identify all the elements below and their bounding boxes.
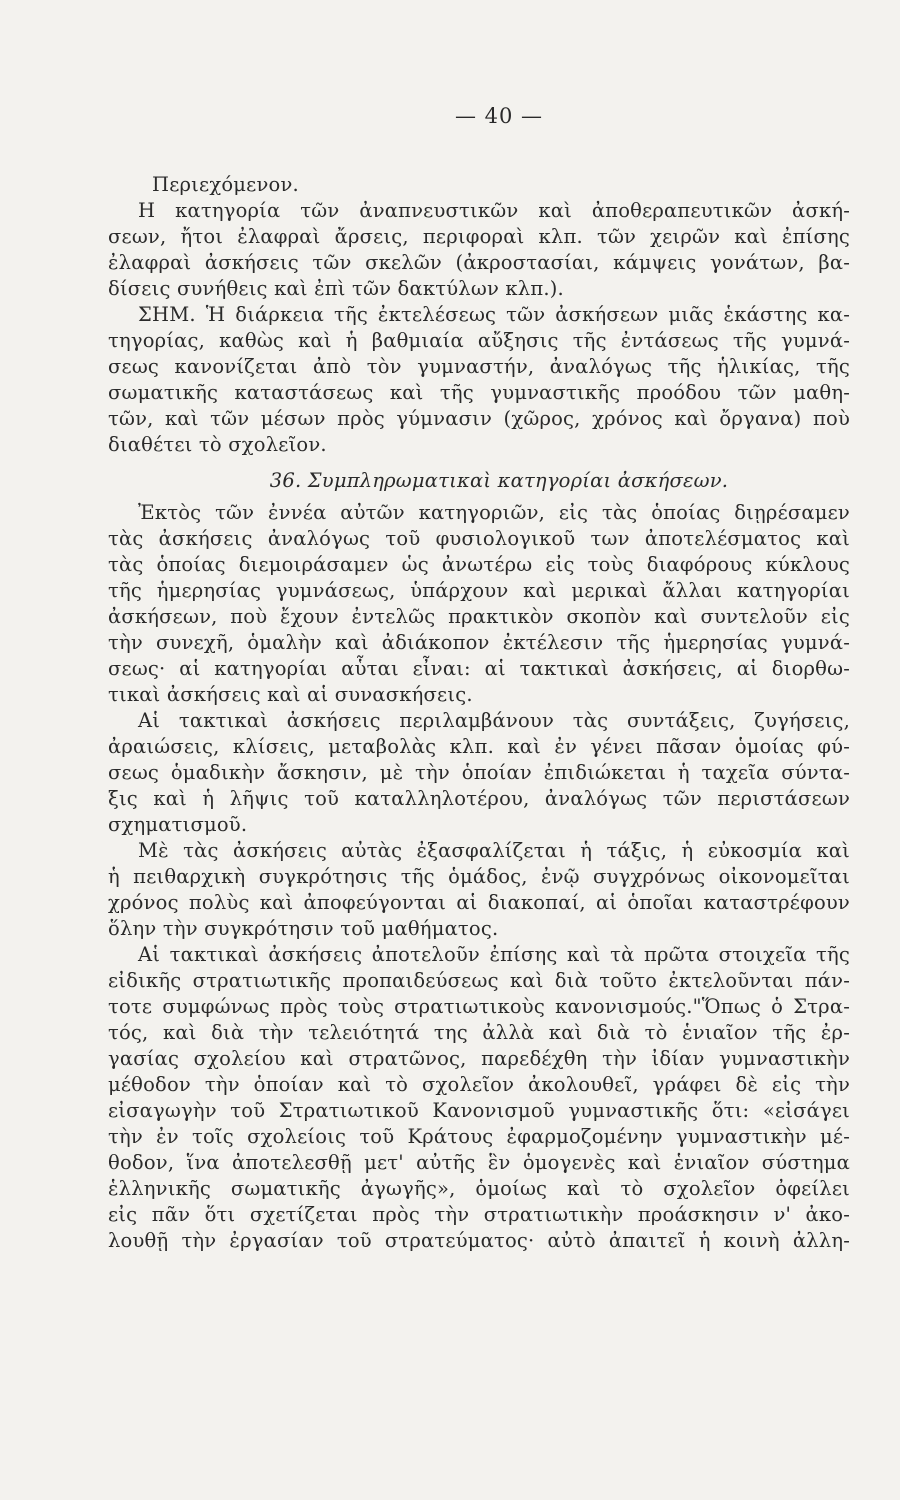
text-line: Η κατηγορία τῶν ἀναπνευστικῶν καὶ ἀποθεραπευτικῶν ἀσκή- — [138, 199, 850, 222]
text-line: εἰσαγωγὴν τοῦ Στρατιωτικοῦ Κανονισμοῦ γυμναστικῆς ὅτι: «εἰσάγει — [108, 1099, 850, 1122]
section-heading: 36. Συμπληρωματικαὶ κατηγορίαι ἀσκήσεων. — [269, 469, 729, 492]
text-line: σεως κανονίζεται ἀπὸ τὸν γυμναστήν, ἀναλόγως τῆς ἡλικίας, τῆς — [108, 355, 850, 378]
text-line: θοδον, ἵνα ἀποτελεσθῇ μετ' αὐτῆς ἓν ὁμογενὲς καὶ ἑνιαῖον σύστημα — [108, 1151, 850, 1174]
text-line: τῶν, καὶ τῶν μέσων πρὸς γύμνασιν (χῶρος, χρόνος καὶ ὄργανα) ποὺ — [108, 407, 850, 430]
text-line: Αἱ τακτικαὶ ἀσκήσεις ἀποτελοῦν ἐπίσης καὶ τὰ πρῶτα στοιχεῖα τῆς — [138, 943, 850, 966]
text-line: σεως ὁμαδικὴν ἄσκησιν, μὲ τὴν ὁποίαν ἐπιδιώκεται ἡ ταχεῖα σύντα- — [108, 761, 850, 784]
page-number: — 40 — — [454, 104, 544, 128]
text-line: Ἐκτὸς τῶν ἐννέα αὐτῶν κατηγοριῶν, εἰς τὰς ὁποίας διῃρέσαμεν — [138, 501, 850, 524]
text-line: τὰς ὁποίας διεμοιράσαμεν ὡς ἀνωτέρω εἰς τοὺς διαφόρους κύκλους — [108, 553, 850, 576]
text-line: ὅλην τὴν συγκρότησιν τοῦ μαθήματος. — [108, 917, 499, 940]
text-line: ξις καὶ ἡ λῆψις τοῦ καταλληλοτέρου, ἀναλόγως τῶν περιστάσεων — [108, 787, 850, 810]
text-line: τικαὶ ἀσκήσεις καὶ αἱ συνασκήσεις. — [108, 683, 473, 706]
text-line: τός, καὶ διὰ τὴν τελειότητά της ἀλλὰ καὶ διὰ τὸ ἑνιαῖον τῆς ἐρ- — [108, 1021, 850, 1044]
text-line: χρόνος πολὺς καὶ ἀποφεύγονται αἱ διακοπαί, αἱ ὁποῖαι καταστρέφουν — [108, 891, 850, 914]
text-line: λουθῇ τὴν ἐργασίαν τοῦ στρατεύματος· αὐτὸ ἀπαιτεῖ ἡ κοινὴ ἀλλη- — [108, 1229, 850, 1252]
text-line: γασίας σχολείου καὶ στρατῶνος, παρεδέχθη τὴν ἰδίαν γυμναστικὴν — [108, 1047, 850, 1070]
text-line: ΣΗΜ. Ἡ διάρκεια τῆς ἐκτελέσεως τῶν ἀσκήσεων μιᾶς ἑκάστης κα- — [138, 303, 850, 326]
text-line: ἐλαφραὶ ἀσκήσεις τῶν σκελῶν (ἀκροστασίαι, κάμψεις γονάτων, βα- — [108, 251, 850, 274]
text-line: σεως· αἱ κατηγορίαι αὗται εἶναι: αἱ τακτικαὶ ἀσκήσεις, αἱ διορθω- — [108, 657, 850, 680]
text-line: τῆς ἡμερησίας γυμνάσεως, ὑπάρχουν καὶ μερικαὶ ἄλλαι κατηγορίαι — [108, 579, 850, 602]
text-line: δίσεις συνήθεις καὶ ἐπὶ τῶν δακτύλων κλπ.). — [108, 277, 564, 300]
text-line: ἡ πειθαρχικὴ συγκρότησις τῆς ὁμάδος, ἐνῷ συγχρόνως οἰκονομεῖται — [108, 865, 850, 888]
text-line: διαθέτει τὸ σχολεῖον. — [108, 433, 327, 456]
text-line: τηγορίας, καθὼς καὶ ἡ βαθμιαία αὔξησις τῆς ἐντάσεως τῆς γυμνά- — [108, 329, 850, 352]
text-line: ἀραιώσεις, κλίσεις, μεταβολὰς κλπ. καὶ ἐν γένει πᾶσαν ὁμοίας φύ- — [108, 735, 850, 758]
text-line: τὴν συνεχῆ, ὁμαλὴν καὶ ἀδιάκοπον ἐκτέλεσιν τῆς ἡμερησίας γυμνά- — [108, 631, 850, 654]
page-text — [108, 172, 850, 1254]
text-line: τὴν ἐν τοῖς σχολείοις τοῦ Κράτους ἐφαρμοζομένην γυμναστικὴν μέ- — [108, 1125, 850, 1148]
text-line: ἀσκήσεων, ποὺ ἔχουν ἐντελῶς πρακτικὸν σκοπὸν καὶ συντελοῦν εἰς — [108, 605, 850, 628]
text-line: τοτε συμφώνως πρὸς τοὺς στρατιωτικοὺς κανονισμούς."Ὅπως ὁ Στρα- — [108, 995, 850, 1018]
text-line: μέθοδον τὴν ὁποίαν καὶ τὸ σχολεῖον ἀκολουθεῖ, γράφει δὲ εἰς τὴν — [108, 1073, 850, 1096]
text-line: Αἱ τακτικαὶ ἀσκήσεις περιλαμβάνουν τὰς συντάξεις, ζυγήσεις, — [138, 709, 850, 732]
text-line: ἑλληνικῆς σωματικῆς ἀγωγῆς», ὁμοίως καὶ τὸ σχολεῖον ὀφείλει — [108, 1177, 850, 1200]
text-line: σεων, ἤτοι ἐλαφραὶ ἄρσεις, περιφοραὶ κλπ. τῶν χειρῶν καὶ ἐπίσης — [108, 225, 850, 248]
text-line: τὰς ἀσκήσεις ἀναλόγως τοῦ φυσιολογικοῦ των ἀποτελέσματος καὶ — [108, 527, 850, 550]
text-line: σωματικῆς καταστάσεως καὶ τῆς γυμναστικῆς προόδου τῶν μαθη- — [108, 381, 850, 404]
text-line: Μὲ τὰς ἀσκήσεις αὐτὰς ἐξασφαλίζεται ἡ τάξις, ἡ εὐκοσμία καὶ — [138, 839, 850, 862]
text-line: εἰς πᾶν ὅτι σχετίζεται πρὸς τὴν στρατιωτικὴν προάσκησιν ν' ἀκο- — [108, 1203, 850, 1226]
text-line: σχηματισμοῦ. — [108, 813, 248, 836]
text-line: εἰδικῆς στρατιωτικῆς προπαιδεύσεως καὶ διὰ τοῦτο ἐκτελοῦνται πάν- — [108, 969, 850, 992]
text-line: Περιεχόμενον. — [152, 173, 299, 196]
